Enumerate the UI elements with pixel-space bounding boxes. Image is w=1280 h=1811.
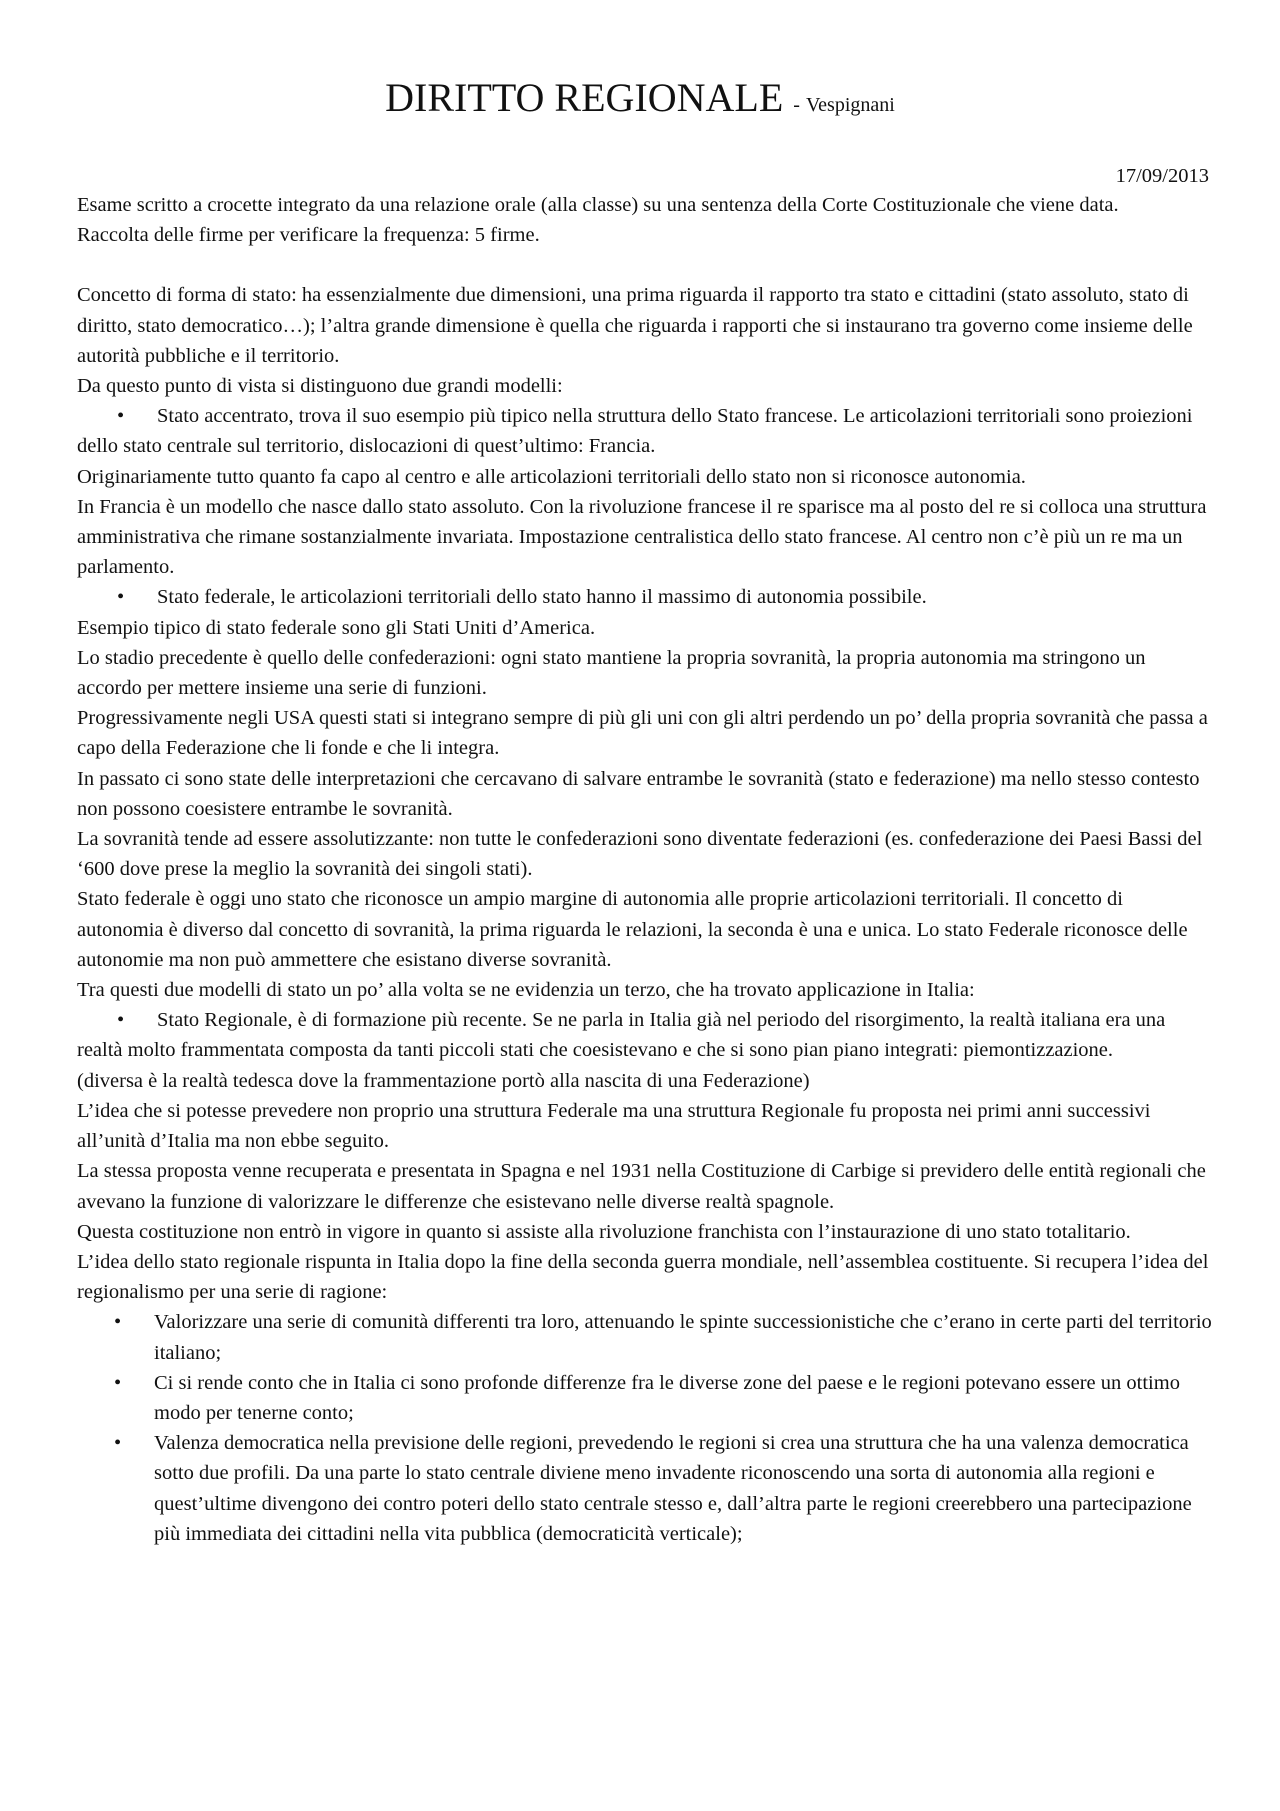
author-name: Vespignani (805, 94, 895, 116)
title-text: DIRITTO REGIONALE (385, 75, 784, 120)
lecture-date: 17/09/2013 (1115, 165, 1209, 187)
paragraph: Raccolta delle firme per verificare la frequenza: 5 firme. (77, 224, 540, 247)
blank-line (77, 250, 1212, 280)
bullet-text: Stato Regionale, è di formazione più recente. Se ne parla in Italia già nel periodo del risorgimento, la realtà italiana era una realtà molto frammentata composta da tanti piccoli stati che coesistevano e che si sono pian piano integrati: piemontizzazione. (77, 1009, 1166, 1062)
bullet-icon: • (117, 405, 125, 428)
paragraph: In Francia è un modello che nasce dallo stato assoluto. Con la rivoluzione francese il re sparisce ma al posto del re si colloca una struttura amministrativa che rimane sostanzialmente invariata. Impostazione centralistica dello stato francese. Al centro non c’è più un re ma un parlamento. (77, 495, 1207, 579)
bullet-item (77, 582, 1212, 612)
paragraph: Concetto di forma di stato: ha essenzialmente due dimensioni, una prima riguarda il rapporto tra stato e cittadini (stato assoluto, stato di diritto, stato democratico…); l’altra grande dimensione è quella che riguarda i rapporti che si instaurano tra governo come insieme delle autorità pubbliche e il territorio. (77, 284, 1193, 367)
bullet-text: Ci si rende conto che in Italia ci sono profonde differenze fra le diverse zone del paese e le regioni potevano essere un ottimo modo per tenerne conto; (154, 1371, 1180, 1424)
paragraph: Progressivamente negli USA questi stati si integrano sempre di più gli uni con gli altri perdendo un po’ della propria sovranità che passa a capo della Federazione che li fonde e che li integra. (77, 707, 1208, 760)
paragraph: In passato ci sono state delle interpretazioni che cercavano di salvare entrambe le sovranità (stato e federazione) ma nello stesso contesto non possono coesistere entrambe le sovranità. (77, 767, 1200, 820)
bullet-icon: • (114, 1371, 122, 1394)
document-title (0, 74, 1280, 129)
bullet-item (77, 1307, 1212, 1367)
bullet-icon: • (117, 586, 125, 609)
bullet-item (77, 401, 1212, 461)
bullet-item (77, 1368, 1212, 1428)
paragraph: (diversa è la realtà tedesca dove la frammentazione portò alla nascita di una Federazione) (77, 1069, 810, 1092)
paragraph: L’idea dello stato regionale rispunta in Italia dopo la fine della seconda guerra mondiale, nell’assemblea costituente. Si recupera l’idea del regionalismo per una serie di ragione: (77, 1250, 1209, 1304)
bullet-text: Valenza democratica nella previsione delle regioni, prevedendo le regioni si crea una struttura che ha una valenza democratica sotto due profili. Da una parte lo stato centrale diviene meno invadente riconoscendo una sorta di autonomia alla regioni e quest’ultime divengono dei contro poteri dello stato centrale stesso e, dall’altra parte le regioni creerebbero una partecipazione più immediata dei cittadini nella vita pubblica (democraticità verticale); (154, 1432, 1192, 1545)
paragraph: Questa costituzione non entrò in vigore in quanto si assiste alla rivoluzione franchista con l’instaurazione di uno stato totalitario. (77, 1220, 1131, 1243)
paragraph: La sovranità tende ad essere assolutizzante: non tutte le confederazioni sono diventate federazioni (es. confederazione dei Paesi Bassi del ‘600 dove prese la meglio la sovranità dei singoli stati). (77, 828, 1203, 881)
title-separator: - (793, 94, 800, 116)
bullet-icon: • (114, 1311, 122, 1334)
bullet-text: Stato accentrato, trova il suo esempio più tipico nella struttura dello Stato francese. Le articolazioni territoriali sono proiezioni dello stato centrale sul territorio, dislocazioni di quest’ultimo: Francia. (77, 405, 1193, 458)
paragraph: Esame scritto a crocette integrato da una relazione orale (alla classe) su una sentenza della Corte Costituzionale che viene data. (77, 194, 1119, 216)
paragraph: Da questo punto di vista si distinguono due grandi modelli: (77, 375, 563, 398)
paragraph: Esempio tipico di stato federale sono gli Stati Uniti d’America. (77, 616, 596, 639)
bullet-text: Valorizzare una serie di comunità differenti tra loro, attenuando le spinte successionistiche che c’erano in certe parti del territorio italiano; (154, 1311, 1212, 1364)
paragraph: Stato federale è oggi uno stato che riconosce un ampio margine di autonomia alle proprie articolazioni territoriali. Il concetto di autonomia è diverso dal concetto di sovranità, la prima riguarda le relazioni, la seconda è una e unica. Lo stato Federale riconosce delle autonomie ma non può ammettere che esistano diverse sovranità. (77, 888, 1188, 971)
paragraph: Tra questi due modelli di stato un po’ alla volta se ne evidenzia un terzo, che ha trovato applicazione in Italia: (77, 979, 975, 1002)
bullet-icon: • (114, 1432, 122, 1455)
bullet-item (77, 1428, 1212, 1549)
paragraph: L’idea che si potesse prevedere non proprio una struttura Federale ma una struttura Regionale fu proposta nei primi anni successivi all’unità d’Italia ma non ebbe seguito. (77, 1099, 1151, 1153)
document-body (77, 190, 1212, 1549)
bullet-item (77, 1005, 1212, 1065)
paragraph: Originariamente tutto quanto fa capo al centro e alle articolazioni territoriali dello stato non si riconosce autonomia. (77, 465, 1026, 488)
paragraph: La stessa proposta venne recuperata e presentata in Spagna e nel 1931 nella Costituzione di Carbige si previdero delle entità regionali che avevano la funzione di valorizzare le differenze che esistevano nelle diverse realtà spagnole. (77, 1160, 1206, 1213)
bullet-text: Stato federale, le articolazioni territoriali dello stato hanno il massimo di autonomia possibile. (157, 586, 927, 609)
bullet-icon: • (117, 1009, 125, 1032)
paragraph: Lo stadio precedente è quello delle confederazioni: ogni stato mantiene la propria sovranità, la propria autonomia ma stringono un accordo per mettere insieme una serie di funzioni. (77, 646, 1146, 700)
